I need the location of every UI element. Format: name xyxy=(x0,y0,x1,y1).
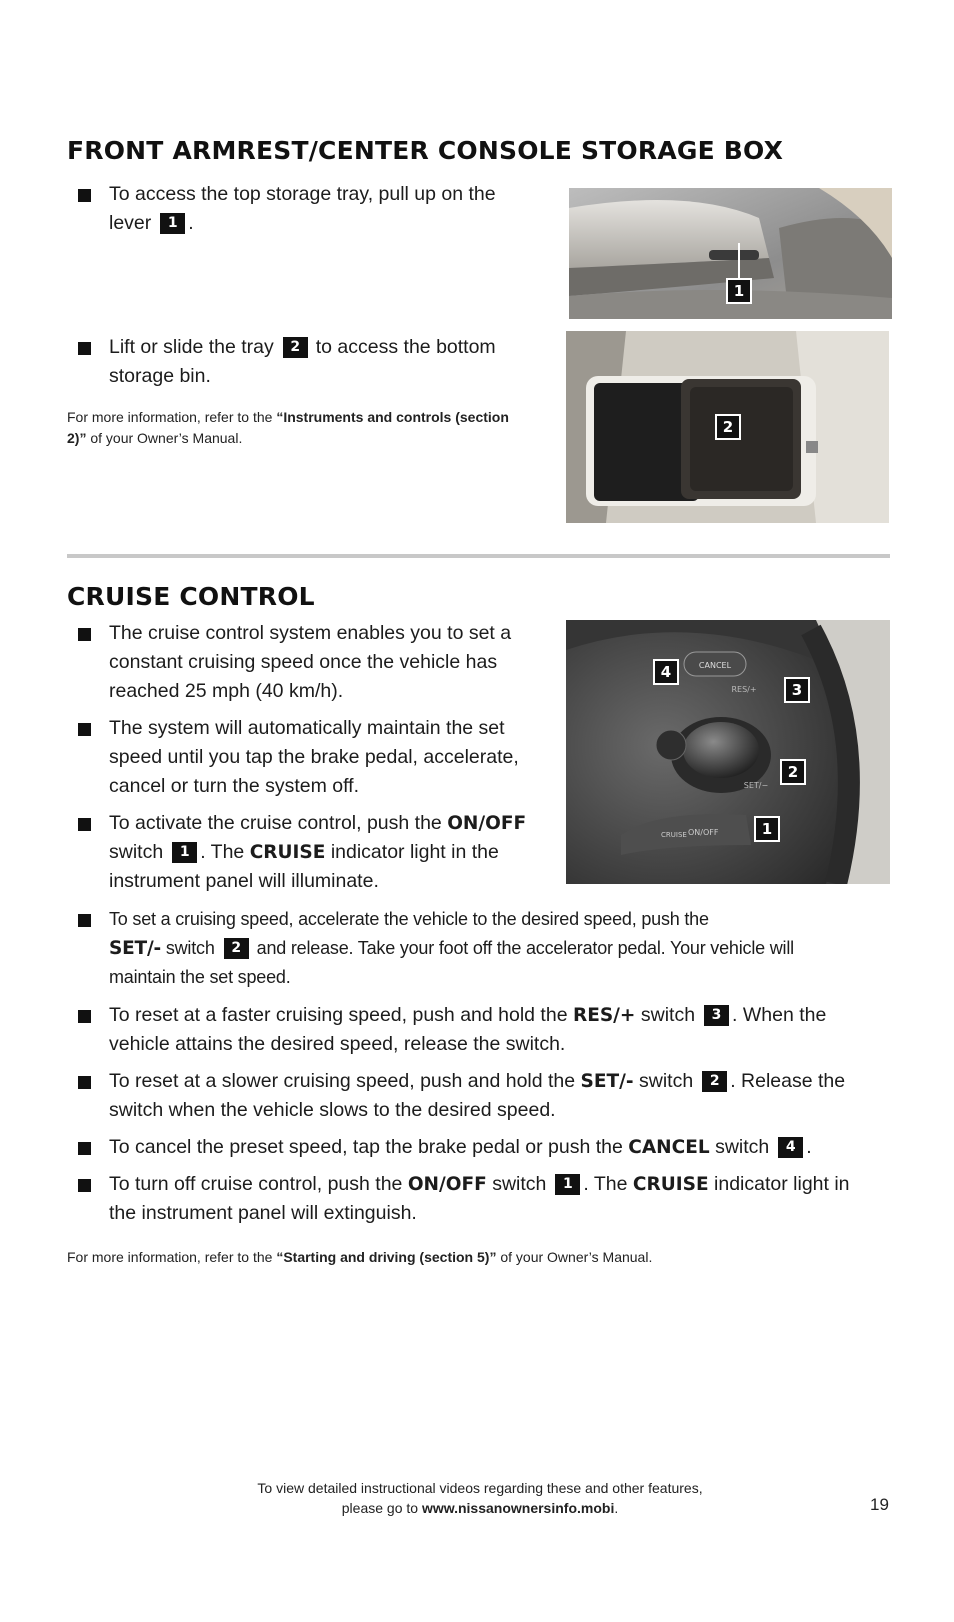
list-item: Lift or slide the tray 2 to access the bottom storage bin. xyxy=(78,333,548,393)
bullet-square-icon xyxy=(78,1142,91,1155)
list-item: To access the top storage tray, pull up on the lever 1 . xyxy=(78,180,548,240)
list-item: To turn off cruise control, push the ON/OFF switch 1 . The CRUISE indicator light in the instrument panel will extinguish. xyxy=(78,1170,898,1230)
cruise-label: CRUISE xyxy=(661,831,687,839)
section-divider xyxy=(67,554,890,558)
list-item: To reset at a faster cruising speed, push and hold the RES/+ switch 3 . When the vehicle attains the desired speed, release the switch. xyxy=(78,1001,898,1061)
callout-badge: 1 xyxy=(726,278,752,304)
callout-badge: 1 xyxy=(160,213,185,234)
section-title-storage-box: FRONT ARMREST/CENTER CONSOLE STORAGE BOX xyxy=(67,136,784,165)
list-item: To reset at a slower cruising speed, push and hold the SET/- switch 2 . Release the switch when the vehicle slows to the desired speed. xyxy=(78,1067,898,1127)
reference-note: For more information, refer to the “Instruments and controls (section 2)” of your Owner’s Manual. xyxy=(67,409,509,446)
callout-badge: 1 xyxy=(754,816,780,842)
photo-cruise-switches xyxy=(566,620,890,884)
bullet-square-icon xyxy=(78,914,91,927)
callout-badge: 2 xyxy=(702,1071,727,1092)
callout-badge: 1 xyxy=(555,1174,580,1195)
website-link[interactable]: www.nissanownersinfo.mobi xyxy=(421,1500,615,1516)
bullet-square-icon xyxy=(78,818,91,831)
bullet-square-icon xyxy=(78,1179,91,1192)
list-item: To set a cruising speed, accelerate the vehicle to the desired speed, push the SET/- switch 2 and release. Take your foot off the accelerator pedal. Your vehicle will maintain the set speed. xyxy=(78,905,898,993)
callout-badge: 3 xyxy=(704,1005,729,1026)
reference-note: For more information, refer to the “Starting and driving (section 5)” of your Owner’s Manual. xyxy=(67,1249,653,1265)
bullet-square-icon xyxy=(78,628,91,641)
callout-badge: 2 xyxy=(283,337,308,358)
cancel-label: CANCEL xyxy=(698,661,732,670)
callout-badge: 2 xyxy=(715,414,741,440)
bullet-square-icon xyxy=(78,723,91,736)
bullet-text: lever xyxy=(109,212,152,234)
steering-wheel-illustration xyxy=(566,620,890,884)
callout-badge: 4 xyxy=(778,1137,803,1158)
bullet-text: storage bin. xyxy=(109,365,211,387)
photo-storage-tray xyxy=(566,331,889,523)
res-label: RES/+ xyxy=(731,685,757,694)
callout-badge: 2 xyxy=(780,759,806,785)
photo-armrest-lever xyxy=(569,188,892,319)
list-item: To activate the cruise control, push the ON/OFF switch 1 . The CRUISE indicator light in the instrument panel will illuminate. xyxy=(78,809,548,897)
callout-badge: 2 xyxy=(224,938,249,959)
list-item: The cruise control system enables you to set a constant cruising speed once the vehicle has reached 25 mph (40 km/h). xyxy=(78,619,548,707)
callout-badge: 1 xyxy=(172,842,197,863)
bullet-text: To access the top storage tray, pull up on the xyxy=(109,183,496,205)
bullet-square-icon xyxy=(78,1076,91,1089)
page-number: 19 xyxy=(870,1495,889,1514)
section-title-cruise-control: CRUISE CONTROL xyxy=(67,582,315,611)
callout-badge: 4 xyxy=(653,659,679,685)
bullet-square-icon xyxy=(78,1010,91,1023)
list-item: The system will automatically maintain the set speed until you tap the brake pedal, accelerate, cancel or turn the system off. xyxy=(78,714,548,802)
bullet-square-icon xyxy=(78,342,91,355)
list-item: To cancel the preset speed, tap the brake pedal or push the CANCEL switch 4 . xyxy=(78,1133,898,1163)
page-footer: To view detailed instructional videos regarding these and other features, please go to www.nissanownersinfo.mobi. xyxy=(257,1480,703,1516)
set-label: SET/− xyxy=(743,781,769,790)
bullet-text: Lift or slide the tray xyxy=(109,336,274,358)
onoff-label: ON/OFF xyxy=(688,828,719,837)
callout-badge: 3 xyxy=(784,677,810,703)
bullet-square-icon xyxy=(78,189,91,202)
